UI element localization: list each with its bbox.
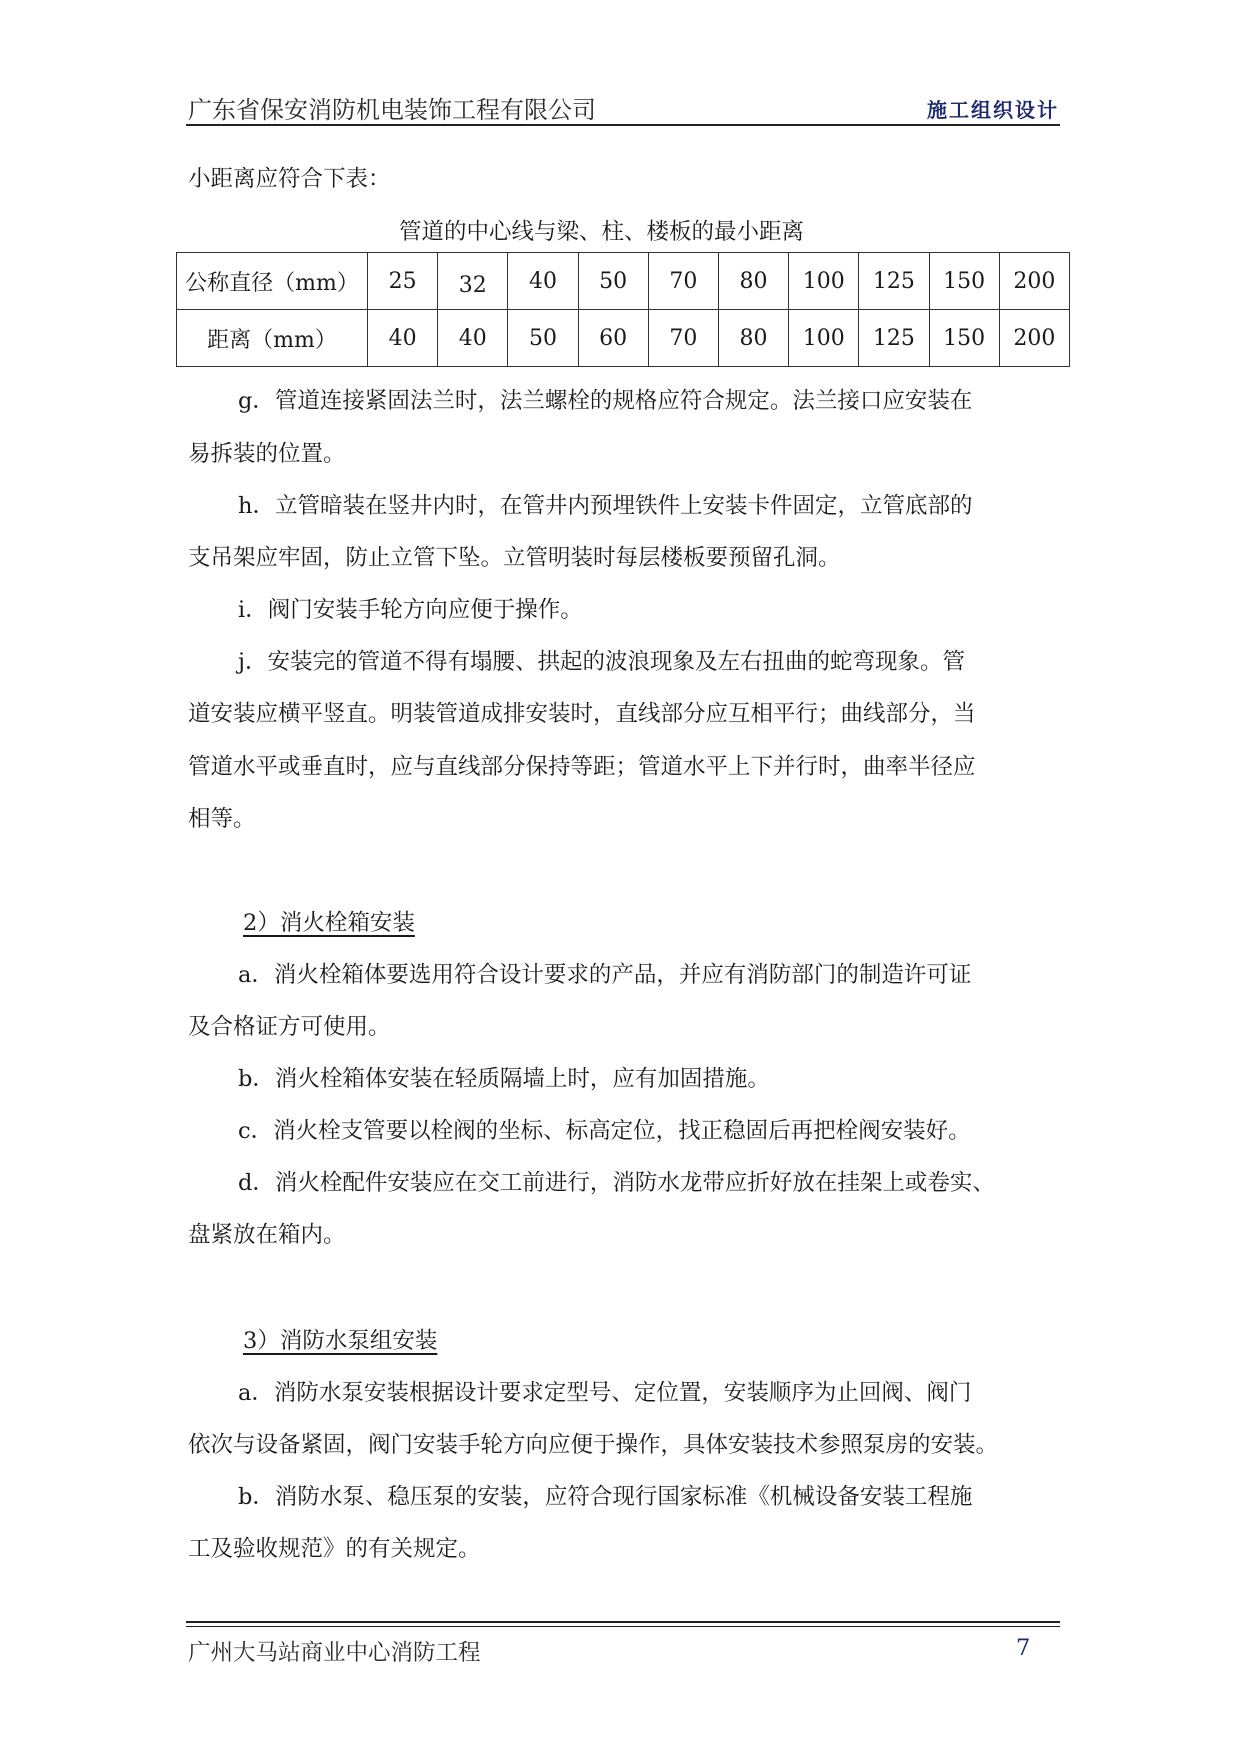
footer-project: 广州大马站商业中心消防工程 — [188, 1640, 481, 1666]
paragraph-line: a．消火栓箱体要选用符合设计要求的产品，并应有消防部门的制造许可证 — [238, 962, 972, 988]
paragraph-line: g．管道连接紧固法兰时，法兰螺栓的规格应符合规定。法兰接口应安装在 — [238, 388, 973, 414]
intro-line: 小距离应符合下表： — [188, 166, 391, 192]
paragraph-line: b．消火栓箱体安装在轻质隔墙上时，应有加固措施。 — [238, 1066, 770, 1092]
paragraph-line: i．阀门安装手轮方向应便于操作。 — [238, 597, 583, 623]
table-cell: 100 — [789, 310, 859, 367]
paragraph-line: c．消火栓支管要以栓阀的坐标、标高定位，找正稳固后再把栓阀安装好。 — [238, 1118, 971, 1144]
table-cell: 70 — [648, 253, 718, 310]
paragraph-line: h．立管暗装在竖井内时，在管井内预埋铁件上安装卡件固定，立管底部的 — [238, 493, 973, 519]
header-divider — [186, 124, 1060, 126]
page-number: 7 — [1016, 1635, 1031, 1661]
paragraph-line: 支吊架应牢固，防止立管下坠。立管明装时每层楼板要预留孔洞。 — [188, 545, 841, 571]
paragraph-line: b．消防水泵、稳压泵的安装，应符合现行国家标准《机械设备安装工程施 — [238, 1484, 973, 1510]
table-cell: 50 — [578, 253, 648, 310]
table-row — [177, 310, 1070, 367]
header-company: 广东省保安消防机电装饰工程有限公司 — [188, 96, 596, 124]
table-cell: 60 — [578, 310, 648, 367]
table-row — [177, 253, 1070, 310]
table-cell: 80 — [718, 310, 788, 367]
table-cell: 25 — [368, 253, 438, 310]
table-cell: 50 — [508, 310, 578, 367]
footer-divider — [186, 1621, 1060, 1623]
min-distance-table — [176, 252, 1070, 367]
paragraph-line: 工及验收规范》的有关规定。 — [188, 1536, 481, 1562]
paragraph-line: 易拆装的位置。 — [188, 441, 346, 467]
table-caption: 管道的中心线与梁、柱、楼板的最小距离 — [399, 219, 805, 245]
table-cell: 40 — [368, 310, 438, 367]
table-cell: 80 — [718, 253, 788, 310]
paragraph-line: 依次与设备紧固，阀门安装手轮方向应便于操作，具体安装技术参照泵房的安装。 — [188, 1432, 999, 1458]
row-header: 距离（mm） — [177, 310, 368, 367]
paragraph-line: j．安装完的管道不得有塌腰、拱起的波浪现象及左右扭曲的蛇弯现象。管 — [238, 649, 965, 675]
table-cell: 150 — [929, 253, 999, 310]
table-cell: 100 — [789, 253, 859, 310]
table-cell: 200 — [999, 253, 1069, 310]
paragraph-line: d．消火栓配件安装应在交工前进行，消防水龙带应折好放在挂架上或卷实、 — [238, 1170, 995, 1196]
table-cell: 125 — [859, 253, 929, 310]
table-cell: 125 — [859, 310, 929, 367]
header-doc-type: 施工组织设计 — [927, 98, 1059, 122]
paragraph-line: 及合格证方可使用。 — [188, 1014, 391, 1040]
paragraph-line: 道安装应横平竖直。明装管道成排安装时，直线部分应互相平行；曲线部分，当 — [188, 701, 976, 727]
row-header: 公称直径（mm） — [177, 253, 368, 310]
table-cell: 40 — [508, 253, 578, 310]
table-cell: 200 — [999, 310, 1069, 367]
section-heading-2: 2）消火栓箱安装 — [243, 910, 415, 936]
table-cell: 150 — [929, 310, 999, 367]
paragraph-line: 盘紧放在箱内。 — [188, 1222, 346, 1248]
footer-divider — [186, 1626, 1060, 1627]
paragraph-line: 管道水平或垂直时，应与直线部分保持等距；管道水平上下并行时，曲率半径应 — [188, 754, 976, 780]
paragraph-line: a．消防水泵安装根据设计要求定型号、定位置，安装顺序为止回阀、阀门 — [238, 1380, 972, 1406]
section-heading-3: 3）消防水泵组安装 — [243, 1328, 438, 1354]
table-cell: 70 — [648, 310, 718, 367]
table-cell: 40 — [438, 310, 508, 367]
table-cell: 32 — [438, 253, 508, 310]
paragraph-line: 相等。 — [188, 806, 256, 832]
